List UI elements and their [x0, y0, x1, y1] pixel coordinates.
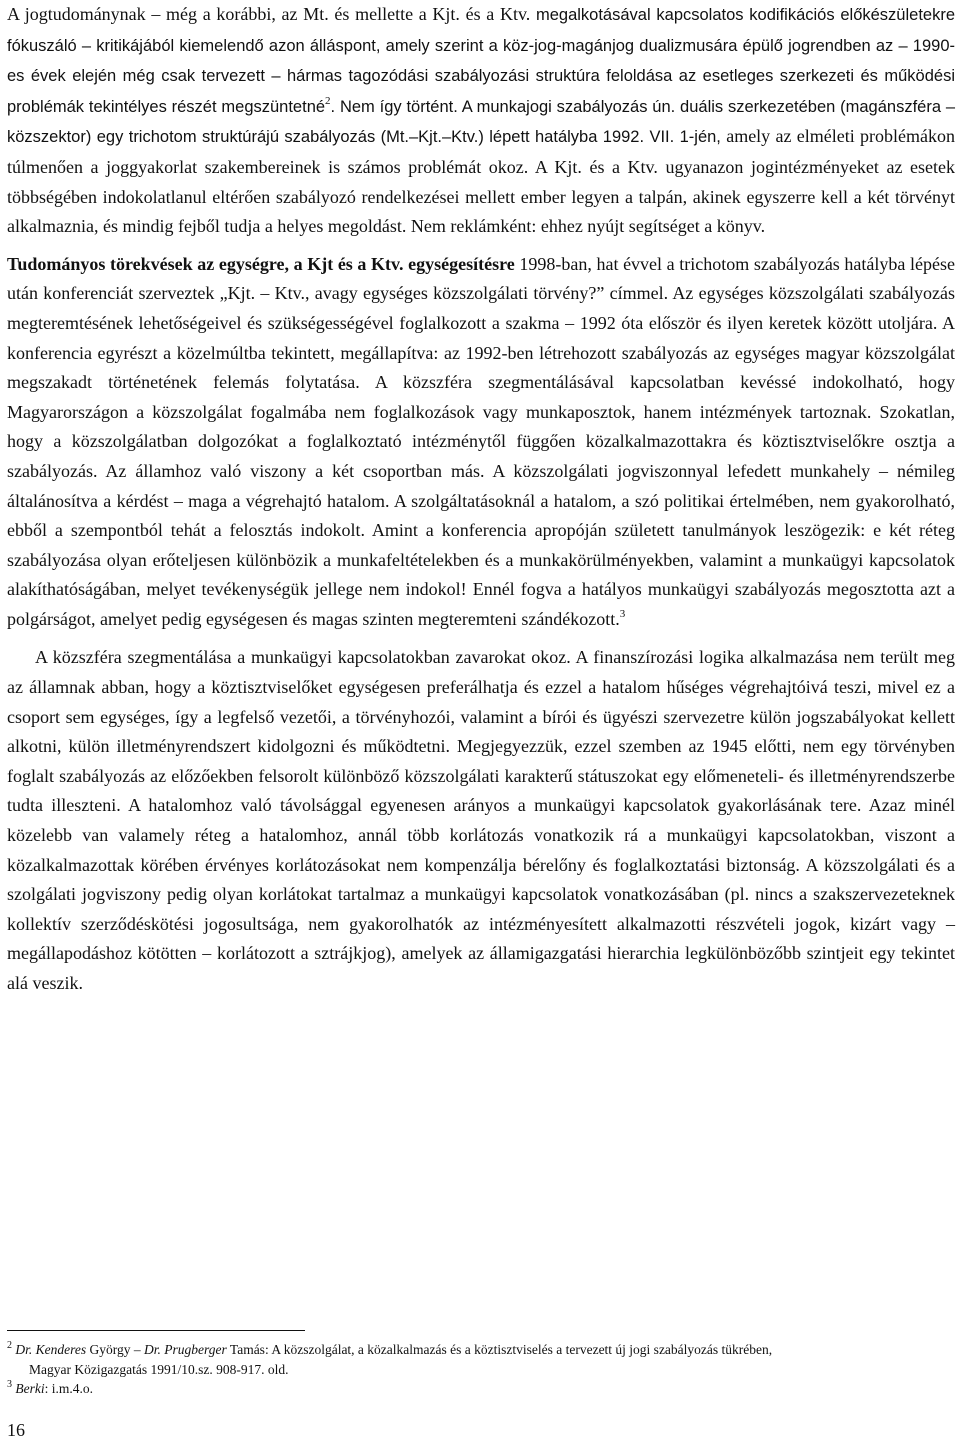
paragraph-1 [7, 0, 955, 242]
paragraph-2 [7, 250, 955, 635]
footnote-2-continuation [7, 1360, 955, 1380]
footnote-author-title: Dr. Kenderes [15, 1342, 87, 1357]
section-heading: Tudományos törekvések az egységre, a Kjt és a Ktv. egységesítésre [7, 253, 515, 274]
footnote-separator [7, 1330, 305, 1331]
footnote-text: : i.m.4.o. [44, 1381, 94, 1396]
footnote-3 [7, 1379, 955, 1399]
footnote-ref-3[interactable]: 3 [619, 607, 626, 620]
footnote-text: Magyar Közigazgatás 1991/10.sz. 908-917. old. [29, 1361, 289, 1377]
footnote-author: Berki [15, 1381, 45, 1396]
paragraph-3 [7, 643, 955, 998]
paragraph-3-body: A közszféra szegmentálása a munkaügyi kapcsolatokban zavarokat okoz. A finanszírozási logika alkalmazása nem terült meg az államnak abban, hogy a köztisztviselőket egységesen preferálhatja és ezzel a hatalom hűséges végrehajtóivá teszi, mivel ez a csoport sem egységes, így a legfelső vezetői, a törvényhozói, valamint a bírói és ügyészi szervezetre külön jogszabályokat kellett alkotni, külön illetményrendszert kidolgozni és működtetni. Megjegyezzük, ezzel szemben az 1945 előtti, nem egy törvényben foglalt szabályozás az előzőekben felsorolt különböző közszolgálati karakterű státuszokat egy előmeneteli- és illetményrendszerbe tudta illeszteni. A hatalomhoz való távolsággal egyenesen arányos a munkaügyi kapcsolatok gyakorlásának tere. Azaz minél közelebb van valamely réteg a hatalomhoz, annál több korlátozás vonatkozik rá a munkaügyi kapcsolatokban, viszont a közalkalmazottak körében érvényes korlátozásokat nem kompenzálja bérelőny és foglalkoztatási biztonság. A közszolgálati és a szolgálati jogviszony pedig olyan korlátokat tartalmaz a munkaügyi kapcsolatok vonatkozásában (pl. nincs a szakszervezeteknek kollektív szerződéskötési jogosultsága, nem gyakorolhatók az intézményesített alkalmazotti részvételi jogok, kizárt vagy – megállapodáshoz kötötten – korlátozott a sztrájkjog), amelyek az államigazgatási hierarchia legkülönbözőbb szintjeit egy tekintet alá veszik. [7, 647, 955, 993]
document-page [7, 0, 955, 999]
footnote-2 [7, 1340, 955, 1360]
paragraph-2-body: 1998-ban, hat évvel a trichotom szabályozás hatályba lépése után konferenciát szerveztek „Kjt. – Ktv., avagy egységes közszolgálati törvény?” címmel. Az egységes közszolgálati szabályozás megteremtésének lehetőségeivel és szükségességével foglalkozott a szakma – 1992 óta először és ilyen keretek között utoljára. A konferencia egyrészt a közelmúltba tekintett, megállapítva: az 1992-ben létrehozott szabályozás az egységes magyar közszolgálat megszakadt történetének felemás folytatása. A közszféra szegmentálásával kapcsolatban kevéssé indokolható, hogy Magyarországon a közszolgálat fogalmába nem foglalkozások vagy munkaposztok, hanem intézmények tartoznak. Szokatlan, hogy a közszolgálatban dolgozókat a foglalkoztató intézménytől függően közalkalmazottakra és köztisztviselőkre osztja a szabályozás. Az államhoz való viszony a két csoportban más. A közszolgálati jogviszonnyal lefedett munkahely – némileg általánosítva a kérdést – maga a végrehajtó hatalom. A szolgáltatásoknál a hatalom, a szó politikai értelmében, nem gyakorolható, ebből a szempontból tehát a felosztás indokolt. Amint a konferencia apropóján született tanulmányok leszögezik: e két réteg szabályozása olyan erőteljesen különbözik a munkafeltételekben és a munkakörülményekben, valamint a munkaügyi kapcsolatok alakíthatóságában, melyet tevékenységük jellege nem indokol! Ennél fogva a hatályos munkaügyi szabályozás megosztotta azt a polgárságot, amelyet pedig egységesen és magas szinten megteremteni szándékozott. [7, 253, 955, 629]
paragraph-1-sans-text-2: . Nem így történt. A munkajogi szabályozás ún. duális szerkezetében (magánszféra – közszektor) egy trichotom struktúrájú szabályozás (Mt.–Kjt.–Ktv.) lépett hatályba 1992. VII. 1-jén, [7, 97, 956, 147]
paragraph-1-opening: A jogtudománynak – még a korábbi, az Mt. és mellette a Kjt. és a Ktv. [7, 4, 531, 24]
footnote-author-given: György – [86, 1342, 145, 1357]
page-number: 16 [7, 1420, 25, 1440]
footnote-text: A közszolgálat, a közalkalmazás és a köztisztviselés a tervezett új jogi szabályozás tükrében, [271, 1342, 773, 1357]
footnote-ref-2[interactable]: 2 [325, 94, 331, 107]
footnote-author-title: Dr. Prugberger [144, 1342, 227, 1357]
paragraph-1-closing: amely az elméleti problémákon túlmenően a joggyakorlat szakembereinek is számos problémát okoz. A Kjt. és a Ktv. ugyanazon jogintézményeket az esetek többségében indokolatlanul eltérően szabályozó rendelkezései mellett ember legyen a talpán, akinek egyszerre kell a két törvényt alkalmaznia, és mindig fejből tudja a helyes megoldást. Nem reklámként: ehhez nyújt segítséget a könyv. [7, 126, 956, 237]
footnote-number: 3 [7, 1378, 12, 1390]
footnote-number: 2 [7, 1339, 12, 1351]
footnote-author-given: Tamás: [226, 1342, 272, 1357]
footnotes [7, 1340, 955, 1399]
paragraph-1-sans-text: megalkotásával kapcsolatos kodifikációs előkészületekre fókuszáló – kritikájából kiemelendő azon álláspont, amely szerint a köz-jog-magánjog dualizmusára épülő jogrendben az – 1990-es évek elején még csak tervezett – hármas tagozódási szabályozási struktúra feloldása az esetleges szerkezeti és működési problémák tekintélyes részét megszüntetné [7, 6, 956, 116]
